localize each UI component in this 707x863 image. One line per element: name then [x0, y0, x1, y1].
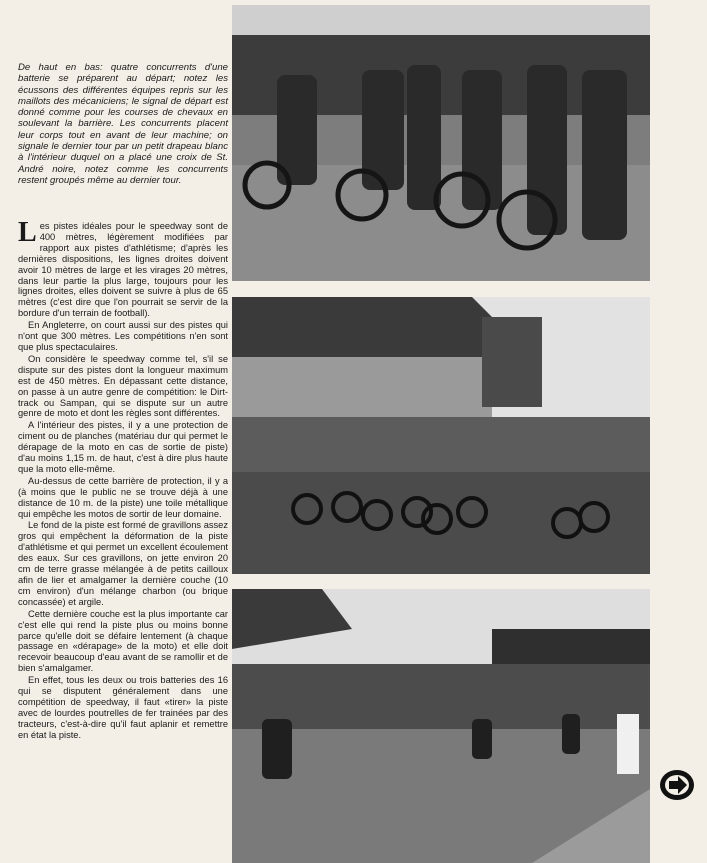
article-paragraph: Cette dernière couche est la plus importante car c'est elle qui rend la piste plus ou moins bonne parce qu'elle doit se défaire lentement (à chaque passage en «dérapage» de la moto) et elle doit recevoir beaucoup d'eau avant de se ramollir et de bien s'amalgamer.	[18, 608, 228, 674]
photo-caption: De haut en bas: quatre concurrents d'une batterie se préparent au départ; notez les écussons des différentes équipes repris sur les maillots des mécaniciens; le signal de départ est donné comme pour les courses de chevaux en soulevant la barrière. Les concurrents placent leur corps tout en avant de leur machine; on signale le dernier tour par un petit drapeau blanc à l'intérieur duquel on a placé une croix de St. André noire, notez comme les concurrents restent groupés même au dernier tour.	[18, 62, 228, 186]
right-arrow-icon[interactable]	[659, 769, 695, 801]
article-paragraph: En Angleterre, on court aussi sur des pistes qui n'ont que 300 mètres. Les compétitions n'en sont que plus spectaculaires.	[18, 320, 228, 352]
article-paragraph: Le fond de la piste est formé de gravillons assez gros qui empêchent la déformation de la piste d'athlétisme et qui permet un excellent écoulement des eaux. Sur ces gravillons, on jette environ 20 cm de terre grasse mélangée à de petits cailloux afin de lier et amalgamer la dernière couche (10 cm environ) d'un mélange charbon (ou brique concassée) et argile.	[18, 520, 228, 607]
article-paragraph: Au-dessus de cette barrière de protection, il y a (à moins que le public ne se trouve déjà à une distance de 10 m. de la piste) une toile métallique qui empêche les motos de sortir de leur domaine.	[18, 475, 228, 519]
article-paragraph: En effet, tous les deux ou trois batteries des 16 qui se disputent généralement dans une compétition de speedway, il faut «tirer» la piste avec de lourdes poutrelles de fer trainées par des tracteurs, c'est-à-dire qu'il faut aplanir et remettre en état la piste.	[18, 675, 228, 740]
drop-cap: L	[18, 217, 37, 248]
article-paragraph: On considère le speedway comme tel, s'il se dispute sur des pistes dont la longueur maximum est de 450 mètres. En dépassant cette distance, on passe à un autre genre de compétition: le Dirt-track ou Sampan, qui se dispute sur un autre genre de moto et dont les règles sont différentes.	[18, 353, 228, 419]
photo-starting-gate	[232, 5, 650, 281]
photo-racing-grandstand	[232, 297, 650, 574]
article-body	[18, 217, 228, 742]
photo-last-lap-flag	[232, 589, 650, 863]
article-paragraph: A l'intérieur des pistes, il y a une protection de ciment ou de planches (matériau dur qui permet le dérapage de la moto en cas de sortie de piste) d'au moins 1,15 m. de haut, c'est à dire plus haute que la moto elle-même.	[18, 420, 228, 474]
article-paragraph: Les pistes idéales pour le speedway sont de 400 mètres, légèrement modifiées par rapport aux pistes d'athlétisme; d'après les dernières dispositions, les lignes droites doivent avoir 10 mètres de large et les virages 20 mètres, dans leur partie la plus large, toujours pour les lignes droites, elles doivent se suivre à plus de 65 mètres (c'est dire que l'on pourrait se servir de la bordure d'un terrain de football).	[18, 217, 228, 319]
